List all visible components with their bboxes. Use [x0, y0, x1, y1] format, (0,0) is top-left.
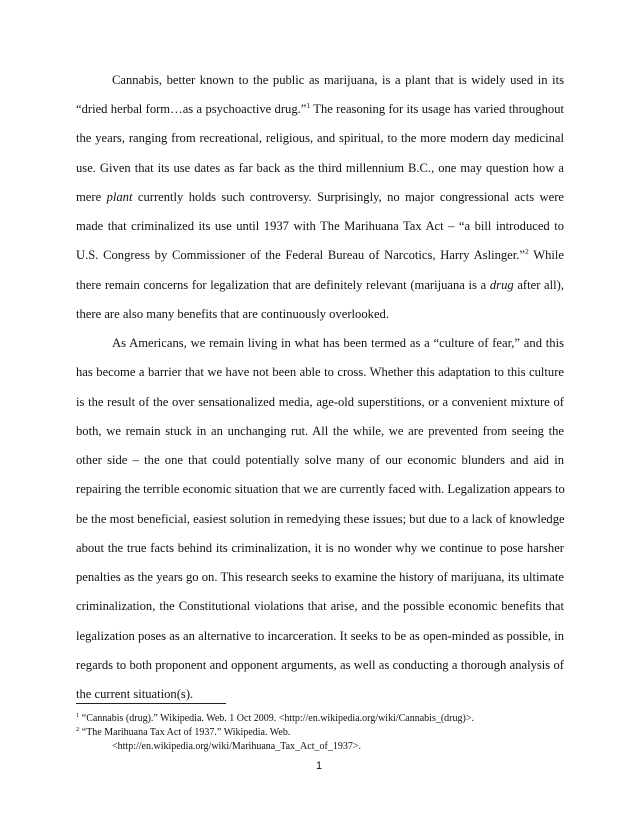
paragraph-1-line-5 — [76, 189, 564, 205]
text: has become a barrier that we have not been able to cross. Whether this adaptation to this culture — [76, 365, 564, 379]
text: criminalization, the Constitutional violations that arise, and the possible economic benefits that — [76, 599, 564, 613]
paragraph-1-line-3 — [76, 130, 564, 146]
footnote-mark: 1 — [76, 712, 80, 719]
paragraph-2-line-13 — [76, 686, 564, 702]
text: legalization poses as an alternative to incarceration. It seeks to be as open-minded as possible, in — [76, 629, 564, 643]
text: there remain concerns for legalization that are definitely relevant (marijuana is a — [76, 278, 490, 292]
paragraph-1-line-1 — [112, 72, 564, 88]
text: about the true facts behind its criminalization, it is no wonder why we continue to pose harsher — [76, 541, 564, 555]
text: be the most beneficial, easiest solution in remedying these issues; but due to a lack of knowledge — [76, 512, 565, 526]
footnote-text: <http://en.wikipedia.org/wiki/Marihuana_Tax_Act_of_1937>. — [112, 741, 361, 752]
text: the years, ranging from recreational, religious, and spiritual, to the more modern day medicinal — [76, 131, 564, 145]
text: mere — [76, 190, 107, 204]
text: made that criminalized its use until 1937 with The Marihuana Tax Act – “a bill introduced to — [76, 219, 564, 233]
paragraph-2-line-4 — [76, 423, 564, 439]
text: While — [528, 248, 564, 262]
footnote-text: “The Marihuana Tax Act of 1937.” Wikipedia. Web. — [79, 727, 291, 738]
footnote-separator — [76, 703, 226, 704]
text: repairing the terrible economic situation that we are currently faced with. Legalization appears to — [76, 482, 565, 496]
paragraph-2-line-10 — [76, 598, 564, 614]
text: U.S. Congress by Commissioner of the Federal Bureau of Narcotics, Harry Aslinger.” — [76, 248, 525, 262]
text: Cannabis, better known to the public as marijuana, is a plant that is widely used in its — [112, 73, 564, 87]
footnote-1 — [76, 712, 474, 725]
page-number: 1 — [315, 760, 323, 772]
footnote-2 — [76, 726, 290, 739]
text: the current situation(s). — [76, 687, 194, 701]
text: The reasoning for its usage has varied throughout — [310, 102, 564, 116]
text: both, we remain stuck in an unchanging rut. All the while, we are prevented from seeing the — [76, 424, 564, 438]
text: other side – the one that could potentially solve many of our economic blunders and aid in — [76, 453, 564, 467]
paragraph-1-line-8 — [76, 277, 564, 293]
paragraph-1-line-7 — [76, 247, 564, 263]
text: regards to both proponent and opponent arguments, as well as conducting a thorough analysis of — [76, 658, 564, 672]
footnote-mark: 2 — [76, 726, 80, 733]
paragraph-2-line-3 — [76, 394, 564, 410]
text: after all), — [513, 278, 564, 292]
text: use. Given that its use dates as far back as the third millennium B.C., one may question how a — [76, 161, 564, 175]
paragraph-2-line-5 — [76, 452, 564, 468]
emphasis: plant — [106, 190, 133, 204]
paragraph-2-line-11 — [76, 628, 564, 644]
paragraph-2-line-1 — [112, 335, 564, 351]
text: there are also many benefits that are continuously overlooked. — [76, 307, 389, 321]
paragraph-2-line-12 — [76, 657, 564, 673]
footnote-text: “Cannabis (drug).” Wikipedia. Web. 1 Oct 2009. <http://en.wikipedia.org/wiki/Cannabis_(drug)>. — [79, 713, 474, 724]
paragraph-1-line-2 — [76, 101, 564, 117]
paragraph-1-line-4 — [76, 160, 564, 176]
text: “dried herbal form…as a psychoactive drug.” — [76, 102, 307, 116]
emphasis: drug — [489, 278, 514, 292]
footnote-ref-2: 2 — [525, 247, 529, 256]
paragraph-2-line-9 — [76, 569, 564, 585]
text: As Americans, we remain living in what has been termed as a “culture of fear,” and this — [112, 336, 564, 350]
text: is the result of the over sensationalized media, age-old superstitions, or a convenient mixture of — [76, 395, 564, 409]
footnote-2-continuation — [112, 740, 361, 753]
footnote-ref-1: 1 — [306, 101, 311, 110]
paragraph-2-line-2 — [76, 364, 564, 380]
paragraph-2-line-8 — [76, 540, 564, 556]
paragraph-2-line-7 — [76, 511, 564, 527]
paragraph-2-line-6 — [76, 481, 564, 497]
paragraph-1-line-6 — [76, 218, 564, 234]
text: currently holds such controversy. Surprisingly, no major congressional acts were — [132, 190, 564, 204]
text: penalties as the years go on. This research seeks to examine the history of marijuana, its ultimate — [76, 570, 564, 584]
paragraph-1-line-9 — [76, 306, 564, 322]
